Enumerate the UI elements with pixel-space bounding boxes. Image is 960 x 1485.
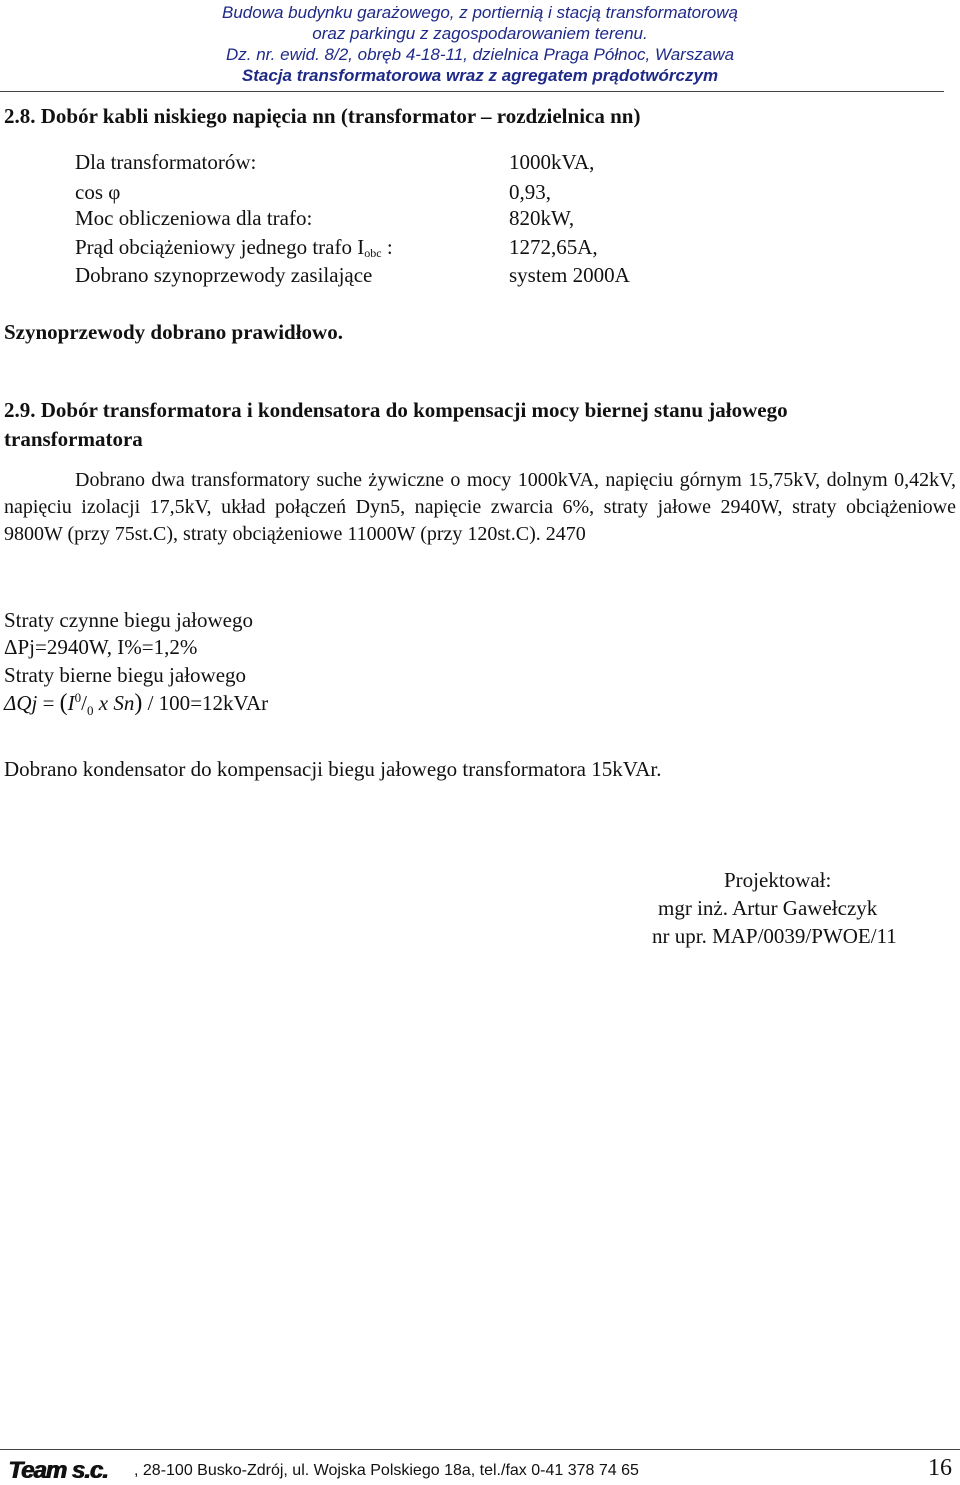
signature-name: mgr inż. Artur Gawełczyk bbox=[658, 896, 878, 920]
reactive-loss-formula bbox=[4, 690, 268, 719]
formula-sub-0: 0 bbox=[87, 703, 94, 719]
header-line-1: Budowa budynku garażowego, z portiernią i stacją transformatorową bbox=[222, 3, 738, 22]
idle-reactive-loss-label: Straty bierne biegu jałowego bbox=[4, 663, 247, 687]
formula-open-paren: ( bbox=[59, 690, 68, 716]
footer-divider bbox=[0, 1449, 960, 1450]
section-2-8-heading: 2.8. Dobór kabli niskiego napięcia nn (transformator – rozdzielnica nn) bbox=[4, 104, 641, 128]
formula-x: x bbox=[98, 691, 109, 715]
team-logo: Team s.c. bbox=[8, 1457, 108, 1484]
signature-designed-by: Projektował: bbox=[724, 868, 832, 892]
signature-license: nr upr. MAP/0039/PWOE/11 bbox=[652, 924, 897, 948]
param-label-current bbox=[75, 235, 393, 261]
idle-active-loss-values: ΔPj=2940W, I%=1,2% bbox=[4, 635, 198, 659]
formula-slash: / bbox=[81, 691, 88, 715]
footer-address: , 28-100 Busko-Zdrój, ul. Wojska Polskiego 18a, tel./fax 0-41 378 74 65 bbox=[134, 1462, 639, 1479]
formula-Sn: Sn bbox=[113, 691, 135, 715]
header-divider bbox=[0, 91, 944, 92]
section-2-8-conclusion: Szynoprzewody dobrano prawidłowo. bbox=[4, 320, 343, 344]
current-subscript: obc bbox=[364, 246, 382, 260]
formula-divisor: / 100 bbox=[147, 691, 191, 715]
param-label-busbar: Dobrano szynoprzewody zasilające bbox=[75, 263, 373, 287]
formula-result: 12kVAr bbox=[202, 691, 269, 715]
current-label-suffix: : bbox=[381, 235, 393, 259]
param-value-current: 1272,65A, bbox=[509, 235, 598, 259]
header-line-4: Stacja transformatorowa wraz z agregatem prądotwórczym bbox=[241, 66, 719, 85]
param-value-transformers: 1000kVA, bbox=[509, 150, 595, 174]
param-label-transformers: Dla transformatorów: bbox=[75, 150, 257, 174]
formula-eq-2: = bbox=[190, 691, 203, 715]
formula-sup-0: 0 bbox=[74, 690, 82, 705]
section-2-9-conclusion: Dobrano kondensator do kompensacji biegu jałowego transformatora 15kVAr. bbox=[4, 757, 662, 781]
idle-active-loss-label: Straty czynne biegu jałowego bbox=[4, 608, 254, 632]
param-label-cos-phi: cos φ bbox=[75, 180, 121, 204]
header-line-2: oraz parkingu z zagospodarowaniem terenu. bbox=[312, 24, 648, 43]
param-label-power: Moc obliczeniowa dla trafo: bbox=[75, 206, 313, 230]
param-value-cos-phi: 0,93, bbox=[509, 180, 551, 204]
transformer-description: Dobrano dwa transformatory suche żywiczne o mocy 1000kVA, napięciu górnym 15,75kV, dolnym 0,42kV, napięciu izolacji 17,5kV, układ połączeń Dyn5, napięcie zwarcia 6%, straty jałowe 2940W, straty obciążeniowe 9800W (przy 75st.C), straty obciążeniowe 11000W (przy 120st.C). 2470 bbox=[4, 469, 956, 545]
param-value-power: 820kW, bbox=[509, 206, 575, 230]
formula-lhs: ΔQj bbox=[4, 691, 38, 715]
header-line-3: Dz. nr. ewid. 8/2, obręb 4-18-11, dzielnica Praga Północ, Warszawa bbox=[225, 45, 735, 64]
section-2-9-heading-line-1: 2.9. Dobór transformatora i kondensatora do kompensacji mocy biernej stanu jałowego bbox=[4, 398, 788, 422]
formula-close-paren: ) bbox=[134, 690, 143, 716]
current-label-text: Prąd obciążeniowy jednego trafo I bbox=[75, 235, 365, 259]
param-value-busbar: system 2000A bbox=[509, 263, 630, 287]
formula-I: I bbox=[67, 691, 75, 715]
page-number: 16 bbox=[928, 1455, 952, 1481]
section-2-9-heading-line-2: transformatora bbox=[4, 427, 143, 451]
formula-eq: = bbox=[42, 691, 55, 715]
